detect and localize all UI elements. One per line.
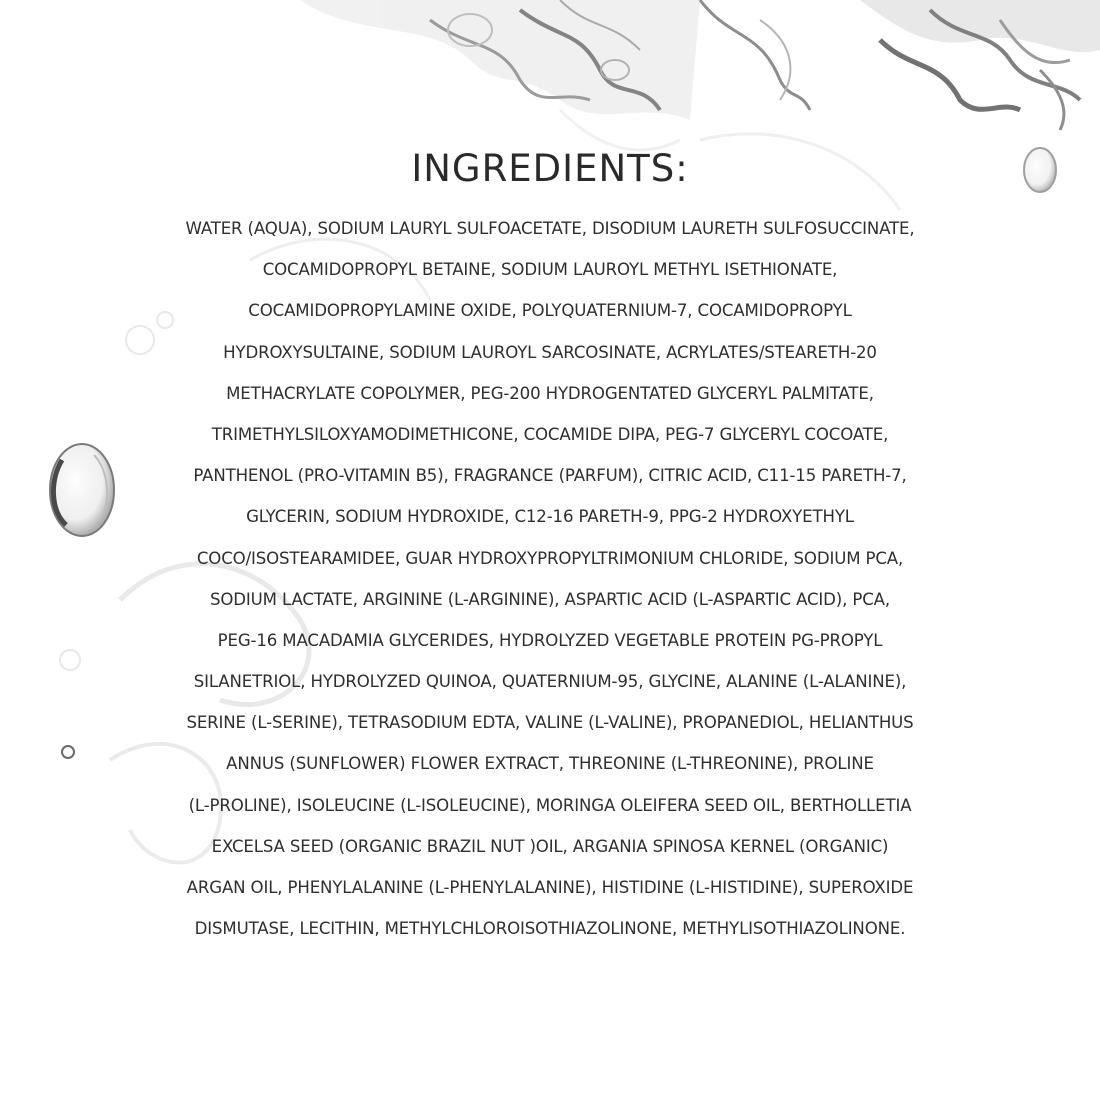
ingredient-line: METHACRYLATE COPOLYMER, PEG-200 HYDROGENTATED GLYCERYL PALMITATE, [226,383,874,403]
ingredient-line: SODIUM LACTATE, ARGININE (L-ARGININE), ASPARTIC ACID (L-ASPARTIC ACID), PCA, [210,589,890,609]
ingredient-line: WATER (AQUA), SODIUM LAURYL SULFOACETATE, DISODIUM LAURETH SULFOSUCCINATE, [185,219,915,238]
ingredient-line: ANNUS (SUNFLOWER) FLOWER EXTRACT, THREONINE (L-THREONINE), PROLINE [226,754,874,774]
ingredient-line: PANTHENOL (PRO-VITAMIN B5), FRAGRANCE (PARFUM), CITRIC ACID, C11-15 PARETH-7, [193,466,907,486]
ingredient-line: HYDROXYSULTAINE, SODIUM LAUROYL SARCOSINATE, ACRYLATES/STEARETH-20 [223,342,877,362]
small-bubble [62,746,74,758]
ingredient-line: TRIMETHYLSILOXYAMODIMETHICONE, COCAMIDE DIPA, PEG-7 GLYCERYL COCOATE, [211,424,889,444]
ingredient-line: SERINE (L-SERINE), TETRASODIUM EDTA, VALINE (L-VALINE), PROPANEDIOL, HELIANTHUS [186,713,914,733]
ingredient-line: COCAMIDOPROPYL BETAINE, SODIUM LAUROYL METHYL ISETHIONATE, [262,260,838,280]
ingredient-line: GLYCERIN, SODIUM HYDROXIDE, C12-16 PARETH-9, PPG-2 HYDROXYETHYL [246,507,854,527]
ingredient-line: EXCELSA SEED (ORGANIC BRAZIL NUT )OIL, ARGANIA SPINOSA KERNEL (ORGANIC) [211,836,889,856]
ingredients-title: INGREDIENTS: [411,147,689,190]
ingredient-line: PEG-16 MACADAMIA GLYCERIDES, HYDROLYZED VEGETABLE PROTEIN PG-PROPYL [217,630,883,650]
ingredient-line: DISMUTASE, LECITHIN, METHYLCHLOROISOTHIAZOLINONE, METHYLISOTHIAZOLINONE. [194,919,906,939]
ingredient-line: COCO/ISOSTEARAMIDEE, GUAR HYDROXYPROPYLTRIMONIUM CHLORIDE, SODIUM PCA, [196,548,904,568]
ingredient-line: (L-PROLINE), ISOLEUCINE (L-ISOLEUCINE), MORINGA OLEIFERA SEED OIL, BERTHOLLETIA [188,795,912,815]
ingredient-line: COCAMIDOPROPYLAMINE OXIDE, POLYQUATERNIUM-7, COCAMIDOPROPYL [248,301,852,321]
ingredient-line: ARGAN OIL, PHENYLALANINE (L-PHENYLALANINE), HISTIDINE (L-HISTIDINE), SUPEROXIDE [186,878,914,897]
ingredient-line: SILANETRIOL, HYDROLYZED QUINOA, QUATERNIUM-95, GLYCINE, ALANINE (L-ALANINE), [193,672,907,692]
ingredient-list [100,208,1000,949]
